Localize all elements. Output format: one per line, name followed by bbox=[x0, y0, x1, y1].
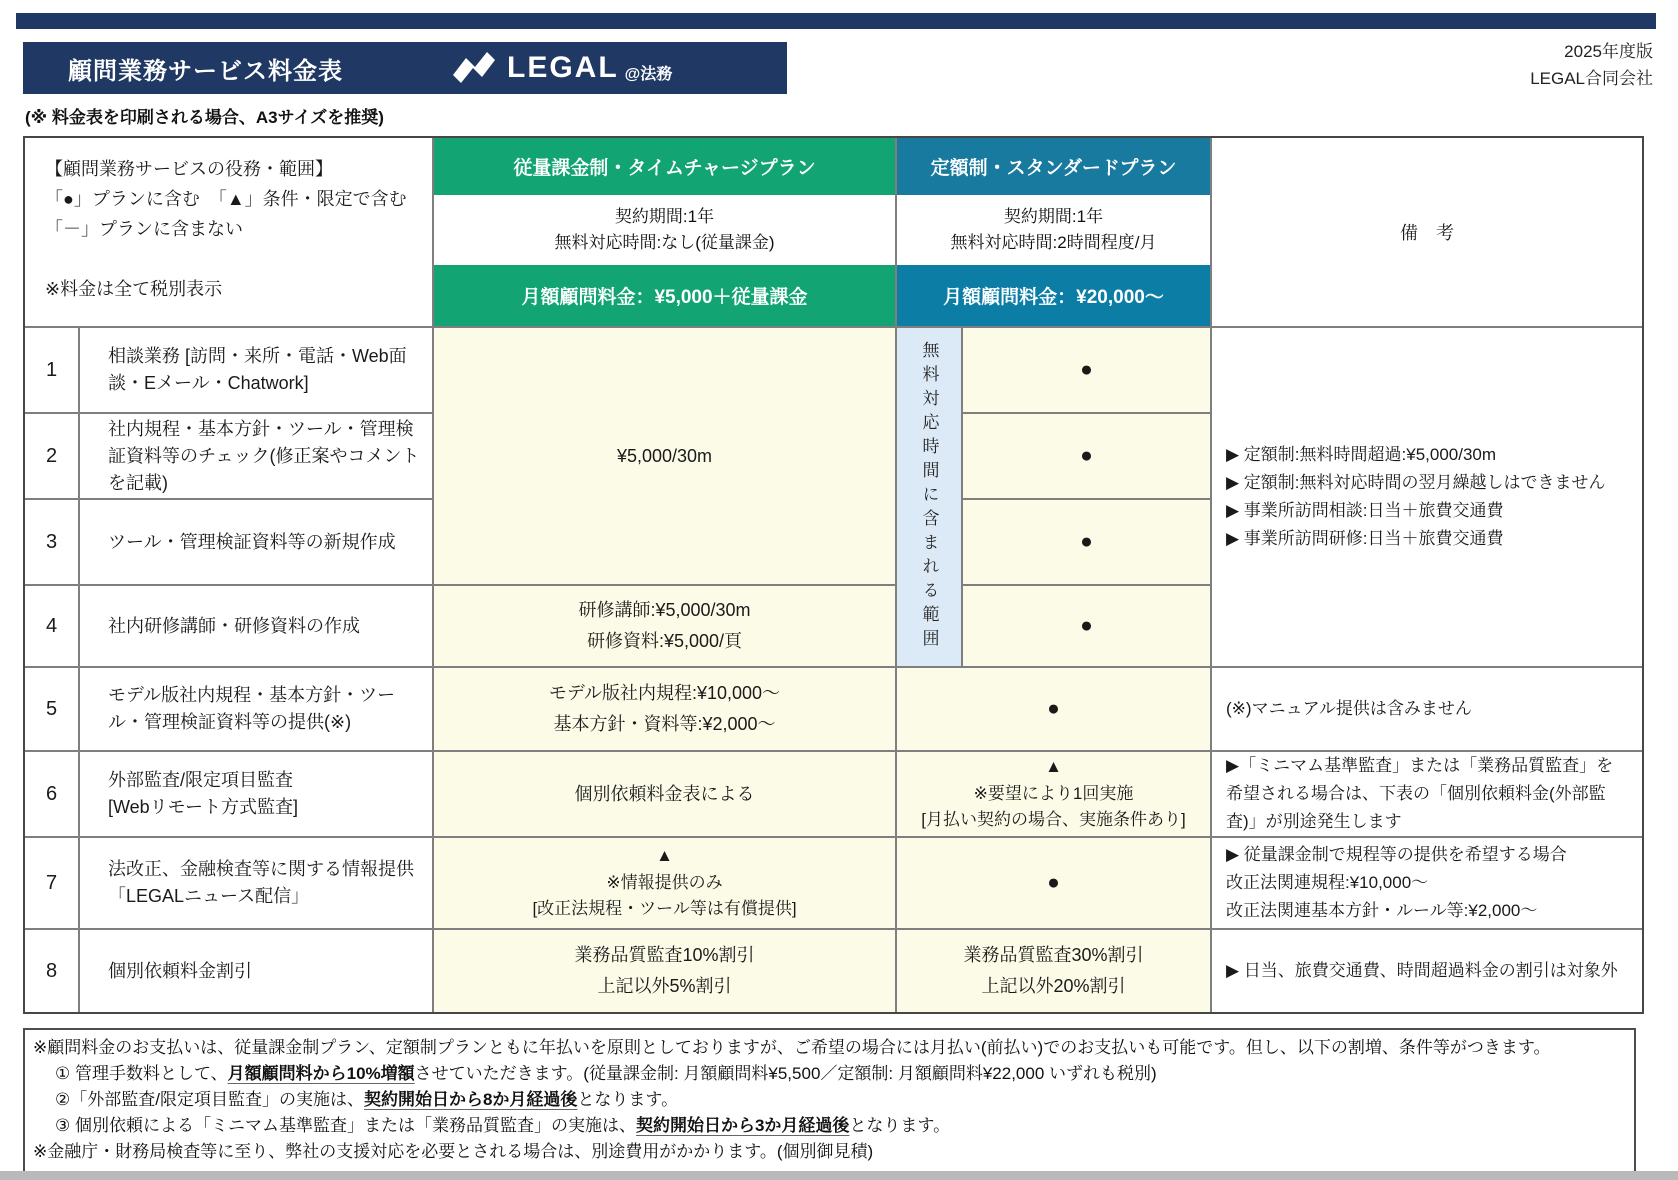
cell-metered-r7: ▲ ※情報提供のみ [改正法規程・ツール等は有償提供] bbox=[434, 838, 897, 930]
plan-price-flat: 月額顧問料金：¥20,000～ bbox=[897, 265, 1210, 326]
service-name: 相談業務 [訪問・来所・電話・Web面談・Eメール・Chatwork] bbox=[80, 328, 434, 414]
row-number: 7 bbox=[25, 838, 80, 930]
legend-cell: 【顧問業務サービスの役務・範囲】 「●」プランに含む 「▲」条件・限定で含む 「－」プランに含まない ※料金は全て税別表示 bbox=[25, 138, 434, 328]
service-name: 外部監査/限定項目監査 [Webリモート方式監査] bbox=[80, 752, 434, 838]
cell-flat-r8: 業務品質監査30%割引 上記以外20%割引 bbox=[897, 930, 1212, 1012]
service-name: ツール・管理検証資料等の新規作成 bbox=[80, 500, 434, 586]
terms-line: ※金融庁・財務局検査等に至り、弊社の支援対応を必要とされる場合は、別途費用がかかります。(個別御見積) bbox=[33, 1142, 874, 1161]
cell-metered-r6: 個別依頼料金表による bbox=[434, 752, 897, 838]
logo-text: LEGAL bbox=[507, 51, 619, 84]
row-number: 1 bbox=[25, 328, 80, 414]
remarks-r7: ▶ 従量課金制で規程等の提供を希望する場合 改正法関連規程:¥10,000～ 改正法関連基本方針・ルール等:¥2,000～ bbox=[1212, 838, 1642, 930]
service-name: 社内研修講師・研修資料の作成 bbox=[80, 586, 434, 668]
row-number: 5 bbox=[25, 668, 80, 752]
cell-metered-r5: モデル版社内規程:¥10,000～ 基本方針・資料等:¥2,000～ bbox=[434, 668, 897, 752]
edition-block bbox=[1530, 38, 1653, 92]
plan-name-metered: 従量課金制・タイムチャージプラン bbox=[434, 138, 895, 195]
flat-included-marker: ● bbox=[897, 414, 1212, 500]
cell-flat-r6: ▲ ※要望により1回実施 [月払い契約の場合、実施条件あり] bbox=[897, 752, 1212, 838]
cell-metered-r8: 業務品質監査10%割引 上記以外5%割引 bbox=[434, 930, 897, 1012]
row-number: 4 bbox=[25, 586, 80, 668]
terms-line: ① 管理手数料として、月額顧問料から10%増額させていただきます。(従量課金制: 月額顧問料¥5,500／定額制: 月額顧問料¥22,000 いずれも税別) bbox=[55, 1064, 1157, 1083]
terms-line: ②「外部監査/限定項目監査」の実施は、契約開始日から8か月経過後となります。 bbox=[55, 1090, 679, 1109]
top-accent-bar bbox=[16, 13, 1656, 29]
flat-included-marker: ● bbox=[897, 328, 1212, 414]
flat-included-marker: ● bbox=[897, 586, 1212, 668]
logo-zigzag-icon bbox=[451, 50, 507, 86]
row-number: 2 bbox=[25, 414, 80, 500]
row-number: 6 bbox=[25, 752, 80, 838]
company-name: LEGAL合同会社 bbox=[1530, 69, 1653, 88]
plan-name-flat: 定額制・スタンダードプラン bbox=[897, 138, 1210, 195]
page-header bbox=[23, 42, 1655, 94]
remarks-r6: ▶「ミニマム基準監査」または「業務品質監査」を希望される場合は、下表の「個別依頼料金(外部監査)」が別途発生します bbox=[1212, 752, 1642, 838]
row-number: 3 bbox=[25, 500, 80, 586]
terms-line: ※顧問料金のお支払いは、従量課金制プラン、定額制プランともに年払いを原則としておりますが、ご希望の場合には月払い(前払い)でのお支払いも可能です。但し、以下の割増、条件等がつきます。 bbox=[33, 1038, 1551, 1057]
cell-metered-r1to3: ¥5,000/30m bbox=[434, 328, 897, 586]
remarks-r8: ▶ 日当、旅費交通費、時間超過料金の割引は対象外 bbox=[1212, 930, 1642, 1012]
flat-included-marker: ● bbox=[897, 838, 1212, 930]
plan-contract-metered: 契約期間:1年 無料対応時間:なし(従量課金) bbox=[434, 198, 895, 262]
plan-contract-flat: 契約期間:1年 無料対応時間:2時間程度/月 bbox=[897, 198, 1210, 262]
flat-included-marker: ● bbox=[897, 668, 1212, 752]
terms-line: ③ 個別依頼による「ミニマム基準監査」または「業務品質監査」の実施は、契約開始日から3か月経過後となります。 bbox=[55, 1116, 951, 1135]
page-title: 顧問業務サービス料金表 bbox=[68, 57, 343, 85]
flat-included-marker: ● bbox=[897, 500, 1212, 586]
plan-price-metered: 月額顧問料金：¥5,000＋従量課金 bbox=[434, 265, 895, 326]
remarks-r5: (※)マニュアル提供は含みません bbox=[1212, 668, 1642, 752]
service-name: 個別依頼料金割引 bbox=[80, 930, 434, 1012]
plan-header-flat bbox=[897, 138, 1212, 328]
edition-label: 2025年度版 bbox=[1564, 42, 1653, 61]
terms-notes bbox=[23, 1028, 1636, 1173]
free-band-label: 無料対応時間に含まれる範囲 bbox=[919, 341, 939, 653]
title-banner bbox=[23, 42, 787, 94]
page-bottom-edge bbox=[0, 1171, 1678, 1180]
plan-header-metered bbox=[434, 138, 897, 328]
cell-metered-r4: 研修講師:¥5,000/30m 研修資料:¥5,000/頁 bbox=[434, 586, 897, 668]
remarks-header: 備 考 bbox=[1212, 138, 1642, 328]
remarks-r1to4: ▶ 定額制:無料時間超過:¥5,000/30m ▶ 定額制:無料対応時間の翌月繰越しはできません ▶ 事業所訪問相談:日当＋旅費交通費 ▶ 事業所訪問研修:日当＋旅費交通費 bbox=[1212, 328, 1642, 668]
service-name: 法改正、金融検査等に関する情報提供 「LEGALニュース配信」 bbox=[80, 838, 434, 930]
service-name: 社内規程・基本方針・ツール・管理検証資料等のチェック(修正案やコメントを記載) bbox=[80, 414, 434, 500]
logo-suffix: @法務 bbox=[624, 65, 673, 83]
print-note: (※ 料金表を印刷される場合、A3サイズを推奨) bbox=[25, 108, 384, 127]
free-band-strip bbox=[897, 328, 963, 668]
row-number: 8 bbox=[25, 930, 80, 1012]
pricing-table bbox=[23, 136, 1644, 1014]
service-name: モデル版社内規程・基本方針・ツール・管理検証資料等の提供(※) bbox=[80, 668, 434, 752]
brand-logo bbox=[451, 42, 672, 94]
